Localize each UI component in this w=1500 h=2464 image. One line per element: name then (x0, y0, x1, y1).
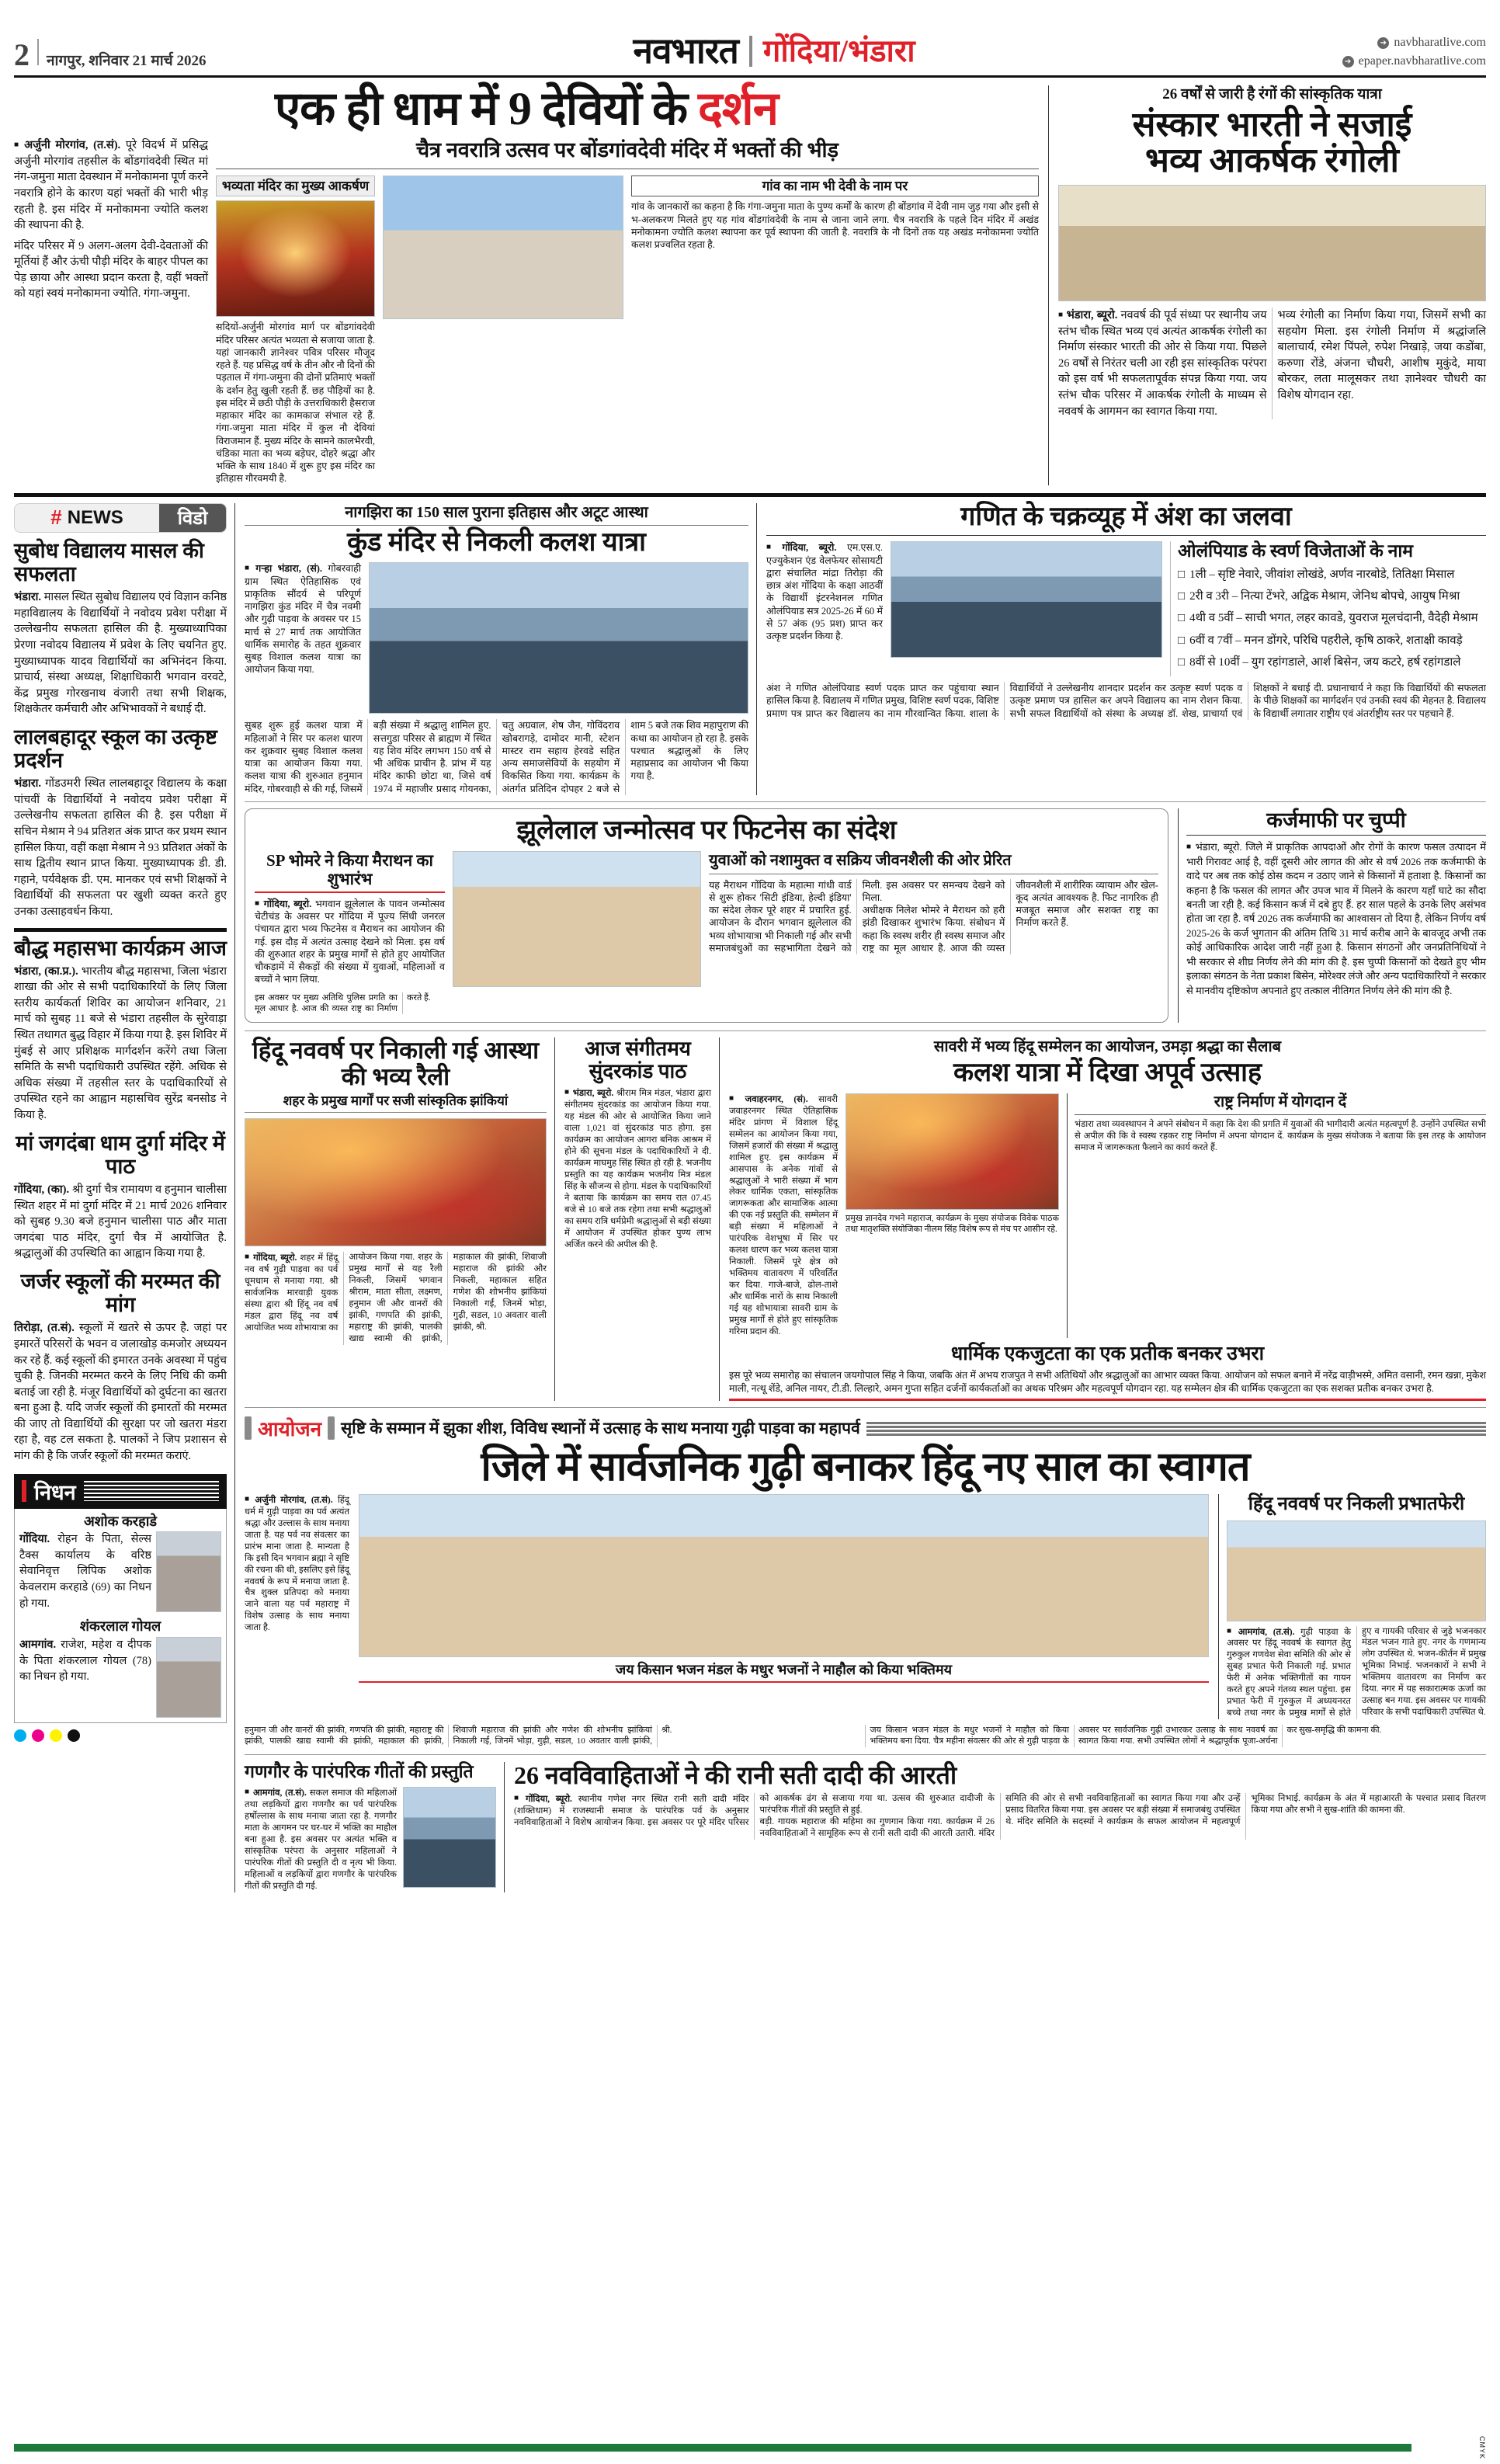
row-jhulelal-karj (245, 808, 1486, 1023)
nidhan-name: शंकरलाल गोयल (79, 1618, 161, 1635)
nidhan-entry (19, 1618, 221, 1718)
sundarkand-story (564, 1037, 720, 1401)
bauddh-headline: बौद्ध महासभा कार्यक्रम आज (14, 936, 227, 960)
nidhan-entry (19, 1514, 221, 1613)
jhulelal-photo (453, 851, 701, 987)
news-badge-label[interactable]: # NEWS (15, 504, 159, 532)
olympiad-item: □ 2री व 3री – नित्या टेंभरे, अद्विक मेश्राम, जेनिथ बोपचे, आयुष मिश्रा (1178, 589, 1486, 604)
nidhan-photo (156, 1531, 221, 1612)
aayojan-body-2: हनुमान जी और वानरों की झांकी, गणपति की झांकी, महाराष्ट्र की झांकी, पालकी खाद्य स्वामी की झांकी, महाकाल की झांकी, शिवाजी महाराज की झांकी और गणेश की शोभनीय झांकियां निकाली गईं, जिनमें भोड़ा, गुढ़ी, सडल, 10 अवतार वाली झांकी, श्री. (245, 1725, 672, 1746)
ganit-body-1: ■ गोंदिया, ब्यूरो. एम.एस.ए. एज्युकेशन एंड वेलफेयर सोसायटी द्वारा संचालित मांद्रा तिरोड़ा की छात्र अंश गोंदिया के कक्षा आठवीं के विद्यार्थी इंटरनेशनल गणित ओलंपियाड सत्र 2025-26 में 60 में से 57 अंक (95 प्रश) प्राप्त कर उत्कृष्ट प्रदर्शन किया है. (766, 541, 883, 642)
news-video-badge[interactable] (14, 503, 227, 533)
cmyk-dots (14, 1729, 227, 1742)
lead-sub1 (216, 176, 375, 485)
olympiad-item: □ 8वीं से 10वीं – युग रहांगडाले, आर्श बिसेन, जय कटरे, हर्ष रहांगडाले (1178, 655, 1486, 670)
jhulelal-story (245, 808, 1168, 1023)
gangaur-photo (403, 1787, 496, 1888)
ganit-photo (891, 541, 1162, 658)
row-aayojan (245, 1494, 1486, 1719)
footer-strip (14, 2436, 1486, 2459)
sawri-photo (845, 1093, 1059, 1210)
nidhan-list (14, 1509, 227, 1723)
masthead-center (633, 33, 915, 69)
aayojan-body-3: जय किसान भजन मंडल के मधुर भजनों ने माहौल को किया भक्तिमय बना दिया. चैत्र महीना संवत्सर की ओर से गुढ़ी पाड़वा के अवसर पर सार्वजनिक गुढ़ी उभारकर उत्साह के साथ नववर्ष का स्वागत किया गया. सभी उपस्थित लोगों ने श्रद्धापूर्वक पूजा-अर्चना कर सुख-समृद्धि की कामना की. (870, 1725, 1382, 1746)
nagjhira-kicker: नागझिरा का 150 साल पुराना इतिहास और अटूट आस्था (245, 503, 748, 526)
subodh-headline: सुबोध विद्यालय मासल की सफलता (14, 538, 204, 586)
nidhan-text: आमगांव. राजेश, महेश व दीपक के पिता शंकरलाल गोयल (78) का निधन हो गया. (19, 1638, 151, 1684)
lalbahadur-body: भंडारा. गोंडउमरी स्थित लालबहादूर विद्यालय के कक्षा पांचवीं के विद्यार्थियों ने नवोदय प्रवेश परीक्षा में उल्लेखनीय सफलता हासिल की है. इस परीक्षा में सचिन मेश्राम ने 94 प्रतिशत अंक प्राप्त कर प्रथम स्थान हासिल किया, वहीं कक्षा मेश्राम ने 93 प्रतिशत अंकों के साथ द्वितीय स्थान प्राप्त किया. मुख्याध्यापक डी. डी. गहाने, पर्यवेक्षक डी. एम. मानकर एवं सभी शिक्षकों ने विद्यार्थियों की सफलता पर खुशी व्यक्त करते हुए उनका उत्साहवर्धन किया. (14, 777, 227, 918)
jagdamba-headline: मां जगदंबा धाम दुर्गा मंदिर में पाठ (16, 1131, 225, 1178)
left-rail (14, 503, 235, 1892)
website-link[interactable]: navbharatlive.com (1394, 36, 1486, 49)
ranisati-headline: 26 नवविवाहिताओं ने की रानी सती दादी की आरती (514, 1760, 957, 1789)
jhulelal-body-4: इस अवसर पर मुख्य अतिथि पुलिस प्रगति का मूल आधार है. आज की व्यस्त राष्ट्र का निर्माण करते हैं. (255, 992, 431, 1013)
lead-headline (14, 85, 1039, 133)
sawri-story (729, 1037, 1486, 1401)
sundarkand-body: ■ भंडारा, ब्यूरो. श्रीराम मित्र मंडल, भंडारा द्वारा संगीतमय सुंदरकांड का आयोजन किया गया. यह मंडल की ओर से आयोजित किया जाने वाला 1,021 वां सुंदरकांड पाठ होगा. इस कार्यक्रम का आयोजन आगरा बनिक आश्रम में होने की सूचना मंडल के पदाधिकारियों ने दी. कार्यक्रम माघमुह सिंह स्थित हो रही है. भजनीय प्रस्तुति का यह कार्यक्रम भजनीय मित्र मंडल सिंह के सौजन्य से होगा. मंडल के पदाधिकारियों ने बताया कि कार्यक्रम का समय रात 07.45 बजे से 10 बजे तक रहेगा तथा सभी श्रद्धालुओं का समय रात्रि धर्मप्रेमी श्रद्धालुओं से बड़ी संख्या में आयोजन में उपस्थित होकर पुण्य लाभ अर्जित करने की अपील की है. (564, 1087, 711, 1250)
ganit-headline: गणित के चक्रव्यूह में अंश का जलवा (766, 503, 1486, 537)
sawri-mid (729, 1343, 1486, 1401)
lead-story (14, 85, 1039, 485)
nagjhira-body-2: सुबह शुरू हुई कलश यात्रा में महिलाओं ने सिर पर कलश धारण कर शुक्रवार सुबह विशाल कलश यात्रा का आयोजन किया गया. कलश यात्रा की शुरुआत हनुमान मंदिर, गोबरवाही से की गई, जिसमें बड़ी संख्या में श्रद्धालु शामिल हुए. सत्तगुडा परिसर से ब्राह्मण में स्थित यह शिव मंदिर लगभग 150 वर्ष से भी अधिक प्राचीन है. प्रांभ में यह मंदिर काफी छोटा था, जिसे वर्ष 1974 में महाजीर प्रसाद गोयनका, चतु अग्रवाल, शेष जैन, गोविंदराव खोबरागड़े, दामोदर मानी, स्टेशन मास्टर राम सहाय हेरवडे सहित अन्य समाजसेवियों के सहयोग में विकसित किया गया. कार्यक्रम के अंतर्गत प्रतिदिन दोपहर 2 बजे से शाम 5 बजे तक शिव महापुराण की कथा का आयोजन हो रहा है. इसके पश्चात श्रद्धालुओं के लिए महाप्रसाद का आयोजन भी किया गया है. (245, 720, 748, 794)
rally-body: ■ गोंदिया, ब्यूरो. शहर में हिंदू नव वर्ष गुढ़ी पाड़वा का पर्व धूमधाम से मनाया गया. श्री सार्वजनिक मारवाड़ी युवक संस्था द्वारा श्री हिंदू नव वर्ष मंडल द्वारा हिंदू नव वर्ष आयोजित भव्य शोभायात्रा का आयोजन किया गया. शहर के प्रमुख मार्गों से यह रैली निकली, जिसमें भगवान श्रीराम, माता सीता, लक्ष्मण, हनुमान जी और वानरों की झांकी, गणपति की झांकी, महाराष्ट्र की झांकी, पालकी खाद्य स्वामी की झांकी, महाकाल की झांकी, शिवाजी महाराज की झांकी और निकली, महाकाल सहित गणेश की शोभनीय झांकियां निकाली गईं, जिनमें भोड़ा, गुढ़ी, सडल, 10 अवतार वाली झांकी, श्री. (245, 1252, 547, 1345)
prabhatferi-photo (1227, 1520, 1486, 1621)
sanskar-photo (1058, 185, 1486, 301)
tag-pill-left (245, 1416, 252, 1440)
jarjar-headline: जर्जर स्कूलों की मरम्मत की मांग (20, 1269, 220, 1317)
lead-headline-black: एक ही धाम में 9 देवियों के (274, 83, 699, 134)
rashtra-story (1067, 1093, 1486, 1338)
nidhan-place: आमगांव. (19, 1638, 57, 1651)
jhulelal-body-2: यह मैराथन गोंदिया के महात्मा गांधी वार्ड से शुरू होकर 'सिटी इंडिया, हेल्दी इंडिया' का संदेश लेकर पूरे शहर में प्रचारित हुई. आयोजन के दौरान भगवान झूलेलाल की भव्य शोभायात्रा भी निकाली गई और सभी समाजबंधुओं का सहभागिता देखने को मिली. इस अवसर पर समन्वय देखने को मिला. (709, 879, 1005, 954)
jhulelal-kicker: युवाओं को नशामुक्त व सक्रिय जीवनशैली की ओर प्रेरित (709, 851, 1158, 874)
tag-lines-icon (866, 1420, 1486, 1436)
aayojan-tagline: सृष्टि के सम्मान में झुका शीश, विविध स्थानों में उत्साह के साथ मनाया गुढ़ी पाड़वा का महापर्व (341, 1418, 860, 1437)
nidhan-label: निधन (34, 1480, 76, 1504)
sawri-mid-headline: धार्मिक एकजुटता का एक प्रतीक बनकर उभरा (950, 1343, 1265, 1364)
rashtra-body: भंडारा तथा व्यवस्थापन ने अपने संबोधन में कहा कि देश की प्रगति में युवाओं की भागीदारी अत्यंत महत्वपूर्ण है. उन्होंने उपस्थित सभी से अपील की कि वे स्वस्थ रहकर राष्ट्र निर्माण में अपना योगदान दें. कार्यक्रम के मुख्य संयोजक ने बताया कि इस तरह के आयोजन समाज में जागरूकता फैलाने का कार्य करते हैं. (1075, 1119, 1486, 1152)
ganit-byline: ■ गोंदिया, ब्यूरो. (766, 542, 837, 553)
olympiad-item: □ 1ली – सृष्टि नेवारे, जीवांश लोखंडे, अर्णव नारबोडे, तितिक्षा मिसाल (1178, 567, 1486, 582)
cmyk-mark: CMYK (1478, 2435, 1486, 2459)
lead-kicker: चैत्र नवरात्रि उत्सव पर बोंडगांवदेवी मंदिर में भक्तों की भीड़ (216, 137, 1039, 169)
masthead-divider (37, 39, 39, 65)
lalbahadur-byline: भंडारा. (14, 777, 42, 791)
subodh-byline: भंडारा. (14, 591, 42, 604)
karjmafi-story (1178, 808, 1486, 1023)
ranisati-body-2: बड़ी. गायक महाराज की महिमा का गुणगान किया गया. कार्यक्रम में 26 नवविवाहिताओं ने सामूहिक रूप से रानी सती दादी की आरती उतारी. मंदिर समिति की ओर से सभी नवविवाहिताओं का स्वागत किया गया और उन्हें प्रसाद वितरित किया गया. इस अवसर पर बड़ी संख्या में समाजबंधु उपस्थित थे. मंदिर समिति के सदस्यों ने कार्यक्रम के सफल आयोजन में महत्वपूर्ण भूमिका निभाई. कार्यक्रम के अंत में महाआरती के पश्चात प्रसाद वितरण किया गया और सभी ने सुख-शांति की कामना की. (759, 1794, 1486, 1838)
row-bottom (245, 1762, 1486, 1892)
jhulelal-right (709, 851, 1158, 987)
nidhan-photo (156, 1637, 221, 1718)
sawri-text-col (729, 1093, 838, 1338)
masthead (14, 11, 1486, 78)
row-nagjhira-ganit (245, 503, 1486, 795)
prabhatferi-body: ■ आमगांव, (त.सं). गुढ़ी पाड़वा के अवसर पर हिंदू नववर्ष के स्वागत हेतु गुरुकुल गणवेश सेवा समिति की ओर से सुबह प्रभात फेरी निकाली गई. प्रभात फेरी में अनेक भक्तिगीतों का गायन करते हुए अपने गंतव्य स्थल पहुंचा. इस प्रभात फेरी में गुरुकुल में अध्ययनरत बच्चे तथा नगर के प्रमुख मार्गों से होते हुए व गायकी परिवार से जुड़े भजनकार मंडल भजन गाते हुए. नगर के गणमान्य लोग उपस्थित थे. भजन-कीर्तन में प्रमुख भूमिका निभाई. भजनकारों ने सभी ने भक्तिमय वातावरण का निर्माण कर दिया. नगर में यह सकारात्मक ऊर्जा का उत्साह बन गया. इस अवसर पर गायकी परिवार के सभी पदाधिकारी उपस्थित थे. (1227, 1626, 1486, 1720)
masthead-left (14, 39, 206, 71)
jhulelal-sub-headline: SP भोमरे ने किया मैराथन का शुभारंभ (255, 851, 445, 893)
gangaur-story (245, 1762, 505, 1892)
row-divider-3 (245, 1407, 1486, 1408)
second-band (14, 503, 1486, 1892)
green-bar (14, 2444, 1411, 2452)
aayojan-photo-caption: जय किसान भजन मंडल के मधुर भजनों ने माहौल को किया भक्तिमय (359, 1661, 1209, 1684)
sundarkand-headline: आज संगीतमय सुंदरकांड पाठ (585, 1037, 691, 1083)
sawri-headline: कलश यात्रा में दिखा अपूर्व उत्साह (953, 1058, 1262, 1088)
lead-sub2-title: गांव का नाम भी देवी के नाम पर (631, 176, 1039, 197)
stripes-icon (84, 1481, 219, 1501)
jarjar-body: तिरोड़ा, (त.सं). स्कूलों में खतरे से ऊपर है. जहां पर इमारतें परिसरों के भवन व जलाखोड़ कमजोर अध्ययन कर रहे हैं. कई स्कूलों की इमारत उनके अवस्था में पहुंच चुकी है. जिनकी मरम्मत करने के लिए निधि की कमी बताई जा रही है. मंजूर विद्यार्थियों को दुर्घटना का खतरा बना हुआ है. यदि जर्जर स्कूलों की इमारतों की मरम्मत की जाए तो विद्यार्थियों की सुरक्षा पर जो खतरा मंडरा रहा है, वह टल सकता है. पालकों ने जिप प्रशासन से मांग की है कि जर्जर स्कूलों की मरम्मत कराएं. (14, 1322, 227, 1462)
bauddh-body: भंडारा, (का.प्र.). भारतीय बौद्ध महासभा, जिला भंडारा शाखा की ओर से सभी पदाधिकारियों के लिए जिला स्तरीय कार्यकर्ता शिविर का आयोजन शनिवार, 21 मार्च को सुबह 11 बजे से भंडारा तहसील के सुरेवाड़ा स्थित तथागत बुद्ध विहार में किया गया है. इस शिविर में मुंबई से आए प्रशिक्षक मार्गदर्शन करेंगे तथा जिला समिति के सभी पदाधिकारी उपस्थित रहेंगे. अधिक से अधिक संख्या में तहसील स्तर के पदाधिकारियों से उपस्थित रहने का आह्वान महासचिव सुरेंद्र बनसोड ने किया है. (14, 964, 227, 1121)
aayojan-tag-row (245, 1414, 1486, 1442)
main-content-stack (245, 503, 1486, 1892)
rashtra-headline: राष्ट्र निर्माण में योगदान दें (1075, 1093, 1486, 1115)
prabhatferi-story (1218, 1494, 1486, 1719)
jagdamba-body: गोंदिया, (का). श्री दुर्गा चैत्र रामायण व हनुमान चालीसा स्थित शहर में मां दुर्गा मंदिर में 21 मार्च 2026 शनिवार को सुबह 9.30 बजे हनुमान चालीसा पाठ और माता जगदंबा पाठ मंदिर, दुर्गा चैत्र में आयोजित है. श्रद्धालुओं की उपस्थिति का आह्वान किया गया है. (14, 1183, 227, 1260)
row-divider-4 (245, 1754, 1486, 1755)
sawri-byline: ■ जवाहरनगर, (सं). (729, 1095, 808, 1104)
hash-icon: # (50, 506, 62, 530)
ranisati-story (514, 1762, 1486, 1892)
aayojan-byline: ■ अर्जुनी मोरगांव, (त.सं). (245, 1496, 333, 1505)
page-number: 2 (14, 37, 30, 72)
nagjhira-photo (369, 562, 748, 714)
jhulelal-byline: ■ गोंदिया, ब्यूरो. (255, 898, 311, 909)
aayojan-body-1: ■ अर्जुनी मोरगांव, (त.सं). हिंदू धर्म में गुढ़ी पाड़वा का पर्व अत्यंत श्रद्धा और उल्लास के साथ मनाया जाता है. यह पर्व नव संवत्सर का प्रारंभ माना जाता है. मान्यता है कि इसी दिन भगवान ब्रह्मा ने सृष्टि की रचना की थी, इसलिए इसे हिंदू नववर्ष के रूप में मनाया जाता है. चैत्र शुक्ल प्रतिपदा को मनाया जाने वाला यह पर्व महाराष्ट्र में विशेष उत्साह के साथ मनाया जाता है. (245, 1494, 349, 1634)
ganit-story (766, 503, 1486, 795)
sanskar-body-1: ■ भंडारा, ब्यूरो. नववर्ष की पूर्व संध्या पर स्थानीय जय स्तंभ चौक स्थित भव्य एवं अत्यंत आकर्षक रंगोली का निर्माण संस्कार भारती की ओर से किया गया. पिछले 26 वर्षों से निरंतर चली आ रही इस सांस्कृतिक परंपरा को इस वर्ष भी सफलतापूर्वक संपन्न किया गया. जय स्तंभ चौक परिसर में आकर्षक रंगोली के माध्यम से नववर्ष के आगमन का स्वागत किया गया. (1058, 308, 1267, 419)
logo-divider (749, 36, 752, 67)
jhulelal-body-1: ■ गोंदिया, ब्यूरो. भगवान झूलेलाल के पावन जन्मोत्सव चेटीचंड के अवसर पर गोंदिया में पूज्य सिंधी जनरल पंचायत द्वारा भव्य फिटनेस व मैराथन का आयोजन की गई. इस दौड़ में अत्यंत उत्साह देखने को मिला. इस वर्ष की शुरुआत शहर के प्रमुख मार्गों से होते हुए आयोजित चौकड़ामें में सैकड़ों की संख्या में युवाओं, महिलाओं व बच्चों ने भाग लिया. (255, 898, 445, 986)
nidhan-red-bar (22, 1480, 26, 1502)
sawri-kicker: सावरी में भव्य हिंदू सम्मेलन का आयोजन, उमड़ा श्रद्धा का सैलाब (933, 1038, 1282, 1056)
nagjhira-byline: ■ गऱ्हा भंडारा, (सं). (245, 563, 322, 574)
aayojan-text-col (245, 1494, 349, 1719)
nidhan-name: अशोक करहाडे (83, 1513, 157, 1529)
lead-body-1: ■ अर्जुनी मोरगांव, (त.सं). पूरे विदर्भ में प्रसिद्ध अर्जुनी मोरगांव तहसील के बोंडगांवदेवी स्थित मां नंग-जमुना माता देवस्थान में मनोकामना पूर्ण करनेे नवरात्रि होने के कारण यहां भक्तों की भारी भीड़ रहती है. इस मंदिर में मनोकामना ज्योति कलश की स्थापना की है. (14, 137, 208, 233)
top-band (14, 85, 1486, 485)
ganit-body-2: अंश ने गणित ओलंपियाड स्वर्ण पदक प्राप्त कर पहुंचाया स्थान हासिल किया है. विद्यालय में गणित प्रमुख, विशिष्ट स्वर्ण पदक, विशिष्ट प्रमाण पत्र प्राप्त कर विद्यालय का नाम गौरवान्वित किया. शाला के विद्यार्थियों ने उल्लेखनीय शानदार प्रदर्शन कर उत्कृष्ट स्वर्ण पदक व उत्कृष्ट प्रमाण पत्र हासिल कर अपने विद्यालय का नाम रोशन किया. सभी सफल विद्यार्थियों को संस्था के अध्यक्ष डॉ. शेख, प्राचार्या एवं शिक्षकों ने बधाई दी. प्रधानाचार्य ने कहा कि विद्यार्थियों की सफलता के पीछे शिक्षकों का मार्गदर्शन एवं उनकी स्वयं की मेहनत है. विद्यालय के विद्यार्थी लगातार राष्ट्रीय एवं अंतर्राष्ट्रीय स्तर पर पहचाने हैं. (766, 683, 1486, 719)
lead-headline-red: दर्शन (698, 83, 778, 134)
rally-byline: ■ गोंदिया, ब्यूरो. (245, 1253, 297, 1263)
video-badge-label[interactable]: विडो (159, 504, 226, 532)
sawri-mid-body: इस पूरे भव्य समारोह का संचालन जयगोपाल सिंह ने किया, जबकि अंत में अभय राजपुत ने सभी अतिथियों और श्रद्धालुओं का आभार व्यक्त किया. आयोजन को सफल बनाने में नरेंद्र वाड़ीभस्मे, अमित वसानी, रमन खन्ना, मुकेश माली, नत्थू शेंडे, अनिल नायर, टी.डी. लिल्हारे, अमन गुप्ता सहित दर्जनों कार्यकर्ताओं का अथक परिश्रम और महत्वपूर्ण योगदान रहा. यह सम्मेलन क्षेत्र की धार्मिक एकजुटता का एक सशक्त प्रतीक बनकर उभरा है. (729, 1369, 1486, 1401)
nagjhira-body-1: ■ गऱ्हा भंडारा, (सं). गोबरवाही ग्राम स्थित ऐतिहासिक एवं प्राकृतिक सौंदर्य से परिपूर्ण नागझिरा कुंड मंदिर में चैत्र नवमी और गुढ़ी पाड़वा के अवसर पर 15 मार्च से 27 मार्च तक आयोजित धार्मिक समारोह के तहत शुक्रवार सुबह विशाल कलश यात्रा का आयोजन किया गया. (245, 562, 361, 676)
edition-name: गोंदिया/भंडारा (762, 33, 915, 68)
subodh-body: भंडारा. मासल स्थित सुबोध विद्यालय एवं विज्ञान कनिष्ठ महाविद्यालय के विद्यार्थियों ने नवोदय प्रवेश परीक्षा में उल्लेखनीय सफलता हासिल की है. मुख्याध्यापिका प्रेरणा नवोदय विद्यालय में प्रवेश के लिए चयनित हुए. मुख्याध्यापक यादव विद्यार्थियों का अभिनंदन किया. प्राचार्य, संस्था अध्यक्ष, शिक्षाधिकारी भगवान वरवटे, केंद्र प्रमुख गोरखनाथ वंजारी तथा सभी शिक्षक, शिक्षकेतर कर्मचारी और अभिभावकों ने बधाई दी. (14, 591, 227, 716)
nagjhira-text-col (245, 562, 361, 714)
jhulelal-body-3: अधीक्षक निलेश भोमरे ने मैराथन को हरी झंडी दिखाकर शुभारंभ किया. संबोधन में कहा कि स्वस्थ शरीर ही स्वस्थ समाज और राष्ट्र का मूल आधार है. आज की व्यस्त जीवनशैली में शारीरिक व्यायाम और खेल-कूद अत्यंत आवश्यक है. फिट नागरिक ही मजबूत समाज और सशक्त राष्ट्र का निर्माण करते हैं. (862, 879, 1158, 954)
gangaur-body: ■ आमगांव, (त.सं). सकल समाज की महिलाओं तथा लड़कियों द्वारा गणगौर का पर्व पारंपरिक हर्षोल्लास के साथ मनाया जाता रहा है. गणगौर माता के आगमन पर घर-घर में भक्ति का माहौल बना हुआ है. इस अवसर पर अत्यंत भक्ति व सांस्कृतिक परंपरा के अनुसार महिलाओं ने पारंपरिक गीतों की प्रस्तुति दी व नृत्य भी किया. महिलाओं व लड़कियों द्वारा गणगौर के पारंपरिक गीतों की प्रस्तुति दी गई. (245, 1787, 397, 1892)
rally-headline: हिंदू नववर्ष पर निकाली गई आस्था की भव्य रैली (252, 1037, 540, 1090)
dateline: नागपुर, शनिवार 21 मार्च 2026 (47, 53, 207, 69)
lead-sub1-title: भव्यता मंदिर का मुख्य आकर्षण (216, 176, 375, 197)
olympiad-item: □ 6वीं व 7वीं – मनन डोंगरे, परिधि पहरीले, कृषि ठाकरे, शताक्षी कावड़े (1178, 633, 1486, 648)
row-divider-2 (245, 1030, 1486, 1031)
olympiad-item: □ 4थी व 5वीं – साची भगत, लहर कावडे, युवराज मूलचंदानी, वैदेही मेश्राम (1178, 610, 1486, 626)
olympiad-headline: ओलंपियाड के स्वर्ण विजेताओं के नाम (1178, 541, 1414, 561)
tag-pill-right (328, 1416, 335, 1440)
row-rally-sawri (245, 1037, 1486, 1401)
sanskar-story (1048, 85, 1486, 485)
nidhan-tag (14, 1474, 227, 1509)
band-divider-1 (14, 493, 1486, 497)
ganit-text-col (766, 541, 883, 676)
rally-sub: शहर के प्रमुख मार्गों पर सजी सांस्कृतिक झांकियां (245, 1093, 547, 1113)
nidhan-place: गोंदिया. (19, 1533, 50, 1546)
lead-body-2: मंदिर परिसर में 9 अलग-अलग देवी-देवताओं की मूर्तियां हैं और ऊंची पौड़ी मंदिर के बाहर पीपल का पेड़ छाया और आस्था प्रदान करता है, वहीं भक्तों को यहां स्वयं मनोकामना ज्योति. गंगा-जमुना. (14, 239, 208, 301)
lalbahadur-headline: लालबहादूर स्कूल का उत्कृष्ट प्रदर्शन (14, 725, 217, 773)
nagjhira-headline: कुंड मंदिर से निकली कलश यात्रा (347, 527, 646, 557)
sundarkand-byline: ■ भंडारा, ब्यूरो. (564, 1089, 613, 1098)
aayojan-photo-main (359, 1494, 1209, 1657)
sanskar-kicker: 26 वर्षों से जारी है रंगों की सांस्कृतिक यात्रा (1162, 86, 1382, 103)
ranisati-body-1: ■ गोंदिया, ब्यूरो. स्थानीय गणेश नगर स्थित रानी सती दादी मंदिर (शक्तिधाम) में राजस्थानी समाज के पारंपरिक पर्व के अनुसार नवविवाहिताओं ने विशेष आयोजन किया. इस अवसर पर पूरे मंदिर परिसर को आकर्षक ढंग से सजाया गया था. उत्सव की शुरुआत दादीजी के पारंपरिक गीतों की प्रस्तुति से हुई. (514, 1793, 995, 1840)
masthead-right (1342, 33, 1486, 71)
jagdamba-byline: गोंदिया, (का). (14, 1183, 70, 1196)
globe-icon: ➔ (1342, 56, 1354, 68)
hindu-rally-story (245, 1037, 555, 1401)
olympiad-box (1170, 541, 1486, 676)
prabhatferi-headline: हिंदू नववर्ष पर निकली प्रभातफेरी (1248, 1493, 1465, 1514)
lead-sub2-body: गांव के जानकारों का कहना है कि गंगा-जमुना माता के पुण्य कर्मों के कारण ही बोंडगांव में देवी नाम जुड़ गया और इसी से भ-अलकरण मिलते हुए यह गांव बोंडगांवदेवी के नाम से जाना जाने लगा. चैत्र नवरात्रि के पहले दिन मंदिर में अखंड मनोकामना ज्योति कलश स्थापना कर पूर्व स्थापना की जाती है. नवरात्रि के नौ दिनों तक यह अखंड मनोकामना ज्योति कलश प्रज्वलित रहता है. (631, 201, 1039, 251)
sanskar-headline-1: संस्कार भारती ने सजाई (1132, 105, 1412, 144)
aayojan-headline: जिले में सार्वजनिक गुढ़ी बनाकर हिंदू नए साल का स्वागत (481, 1444, 1250, 1489)
jhulelal-left (255, 851, 445, 987)
newspaper-logo: नवभारत (633, 31, 738, 71)
jhulelal-headline: झूलेलाल जन्मोत्सव पर फिटनेस का संदेश (516, 815, 897, 845)
rail-divider-1 (14, 928, 227, 932)
jarjar-byline: तिरोड़ा, (त.सं). (14, 1322, 75, 1335)
bauddh-byline: भंडारा, (का.प्र.). (14, 964, 78, 978)
row-divider-1 (245, 801, 1486, 802)
nagjhira-story (245, 503, 757, 795)
gangaur-byline: ■ आमगांव, (त.सं). (245, 1788, 307, 1798)
lead-photo-idol (216, 200, 375, 317)
lead-sub2 (631, 176, 1039, 485)
lead-photo-temple (383, 176, 623, 319)
bullet-icon (1186, 841, 1196, 853)
nidhan-text: गोंदिया. रोहन के पिता, सेल्स टैक्स कार्यालय के वरिष्ठ सेवानिवृत्त लिपिक अशोक केवलराम करहाडे (69) का निधन हो गया. (19, 1533, 151, 1610)
sawri-body-1: ■ जवाहरनगर, (सं). सावरी जवाहरनगर स्थित ऐतिहासिक मंदिर प्रांगण में विशाल हिंदू सम्मेलन का आयोजन किया गया, जिसमें हजारों की संख्या में श्रद्धालु शामिल हुए. इस कार्यक्रम में आसपास के अनेक गांवों से श्रद्धालुओं ने भारी संख्या में भाग लेकर धार्मिक एकता, सांस्कृतिक जागरूकता और सामाजिक आत्मा की एक नई प्रस्तुति की. सम्मेलन में बड़ी संख्या में महिलाओं ने पारंपरिक वेशभूषा में सिर पर कलश धारण कर भव्य कलश यात्रा निकाली. जिसमें पूरे क्षेत्र को भक्तिमय वातावरण में परिवर्तित कर दिया. गाजे-बाजे, ढोल-ताशे और धार्मिक नारों के साथ निकाली गई यह शोभायात्रा सावरी ग्राम के प्रमुख मार्गों से होते हुए सांस्कृतिक गरिमा प्रदान की. (729, 1093, 838, 1338)
karjmafi-headline: कर्जमाफी पर चुप्पी (1186, 808, 1486, 836)
lead-sub1-body: सदियों-अर्जुनी मोरगांव मार्ग पर बोंडगांवदेवी मंदिर परिसर अत्यंत भव्यता से सजाया जाता है. यहां जानकारी ज्ञानेश्वर पवित्र परिसर मौजूद रहते हैं. यह प्रसिद्ध वर्ष के तीन और नौ दिनों की पड़ताल में गंगा-जमुना की दोनों प्रतिमाएं भक्तों के दर्शन हेतु खुली रहती हैं. छह पौड़ियों का है. इस मंदिर में छठी पौड़ी के उत्तराधिकारी हैसराज महाकार मंदिर का कामकाज संभाल रहे हैं. गंगा-जमुना माता मंदिर में कुल नौ देवियां विराजमान हैं. मुख्य मंदिर के सामने कालभैरवी, चंडिका माता का भव्य बड़ेघर, दोहरे श्रद्धा और भक्ति के साथ 1840 में शुरू हुए इस मंदिर का इतिहास गौरवमयी है. (216, 321, 375, 485)
sanskar-byline: ■ भंडारा, ब्यूरो. (1058, 309, 1117, 321)
sanskar-body-2: भव्य रंगोली का निर्माण किया गया, जिसमें सभी का सहयोग मिला. इस रंगोली निर्माण में श्रद्धांजलि बालाचार्य, रमेश पिंपले, रुपेश निखाड़े, जया कडोंबा, करुणा रोंडे, अंजना चौधरी, आशीष मुकुंदे, माया बोरकर, लता मालूसकर तथा ज्ञानेश्वर चौधरी का विशेष योगदान रहा. (1277, 309, 1486, 402)
prabhatferi-byline: ■ आमगांव, (त.सं). (1227, 1628, 1294, 1637)
lead-byline: ■ अर्जुनी मोरगांव, (त.सं). (14, 139, 120, 151)
globe-icon: ➔ (1377, 37, 1389, 49)
aayojan-continued (245, 1725, 1486, 1747)
lead-intro-col (14, 137, 208, 485)
lead-photo-col (383, 176, 623, 485)
sanskar-headline-2: भव्य आकर्षक रंगोली (1145, 141, 1399, 179)
sawri-photo-caption: प्रमुख ज्ञानदेव गभने महाराज, कार्यक्रम के मुख्य संयोजक विवेक पाठक तथा मातृशक्ति संयोजिका नीलम सिंह विशेष रूप से मंच पर आसीन रहे. (845, 1213, 1059, 1235)
ranisati-byline: ■ गोंदिया, ब्यूरो. (514, 1795, 572, 1804)
gangaur-headline: गणगौर के पारंपरिक गीतों की प्रस्तुति (245, 1761, 474, 1781)
karjmafi-body: ■ भंडारा, ब्यूरो. जिले में प्राकृतिक आपदाओं और रोगों के कारण फसल उत्पादन में भारी गिरावट आई है, वहीं दूसरी ओर लागत की ओर से वर्ष 2026 तक कर्जमाफी के वादे पर अब तक कोई ठोस कदम न उठाए जाने से किसानों में हताशा है. किसानों का कहना है कि फसल की लागत और उपज भाव में मिलने के कारण यहाँ घाटे का सौदा बनती जा रही है. कई किसान कर्ज में दबे हुए हैं. हर साल पहले के उनके लिए असंभव होता जा रहा है. वर्ष 2026 तक कर्जमाफी का आश्वासन तो दिया है, लेकिन निर्णय वर्ष 2025-26 के कर्ज भुगतान की अंतिम तिथि 31 मार्च करीब आने के बावजूद अभी तक कोई आधिकारिक आदेश जारी नहीं हुआ है. किसान संगठनों और जनप्रतिनिधियों ने भी सरकार से शीघ्र निर्णय लेने की मांग की है. इस चुप्पी किसानों को देखते हुए भीम इलाका संगठन के नेता प्रकाश बिसेन, मोरेश्वर लंजे और अन्य पदाधिकारियों ने सरकार से मानवीय दृष्टिकोण अपनाते हुए तत्काल नीतिगत निर्णय लेने की मांग की है. (1186, 840, 1486, 998)
aayojan-label: आयोजन (258, 1417, 322, 1441)
rally-photo (245, 1118, 547, 1246)
epaper-link[interactable]: epaper.navbharatlive.com (1358, 54, 1486, 68)
